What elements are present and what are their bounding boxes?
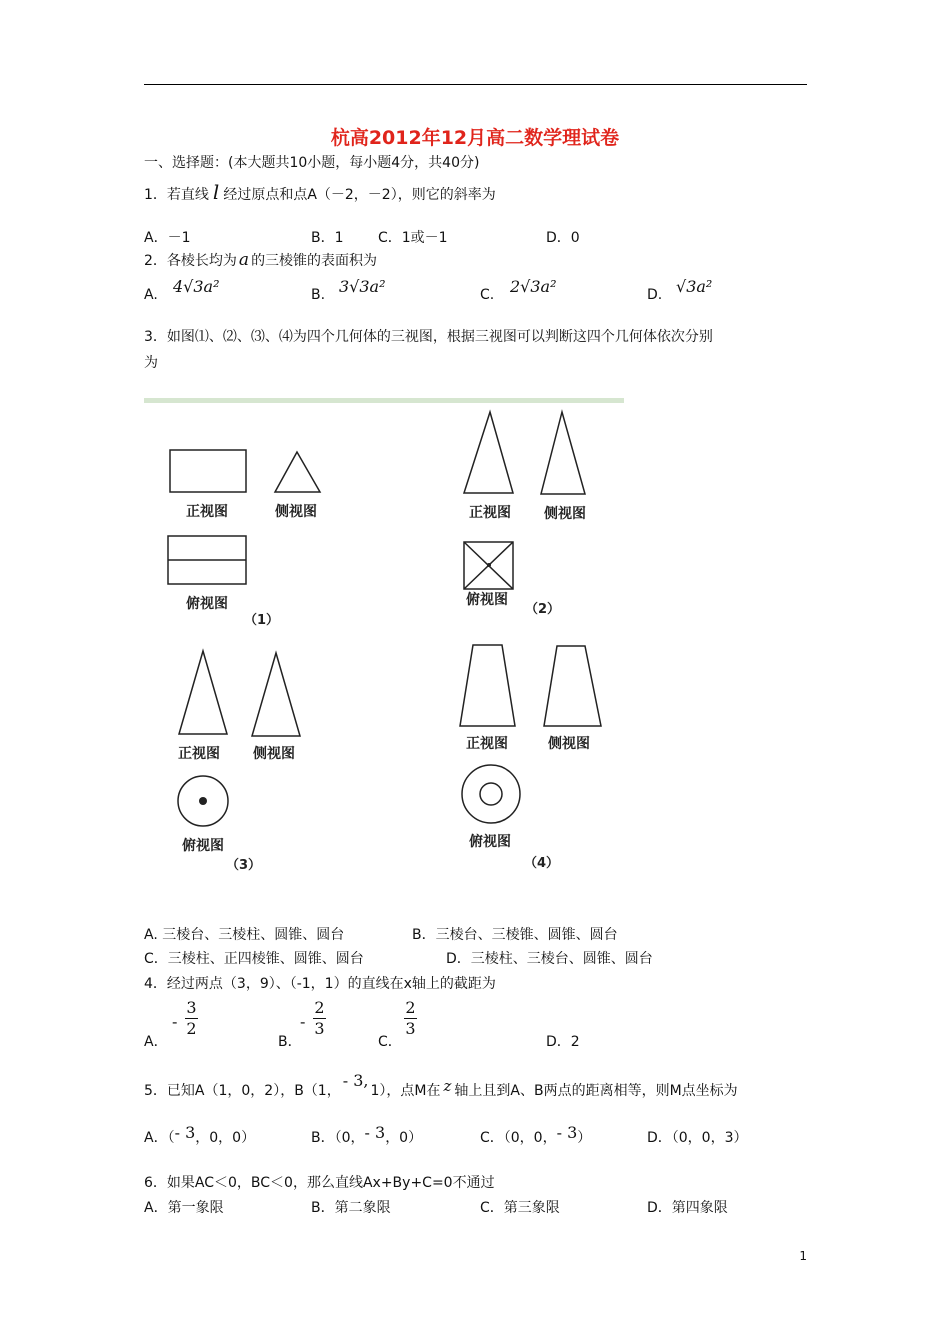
fig4-label: （4） xyxy=(524,856,560,871)
q5-c-val: - 3 xyxy=(556,1123,578,1142)
question-3-line1: 3．如图⑴、⑵、⑶、⑷为四个几何体的三视图，根据三视图可以判断这四个几何体依次分别 xyxy=(144,329,713,345)
q5-option-d: D．（0，0，3） xyxy=(647,1130,748,1146)
page-number: 1 xyxy=(799,1249,807,1263)
fig2-front-triangle xyxy=(464,412,513,493)
fig1-top-label: 俯视图 xyxy=(186,596,228,612)
q6-option-b: B．第二象限 xyxy=(311,1200,391,1216)
fig1-front-rect xyxy=(170,450,246,492)
fig3-front-triangle xyxy=(179,651,227,734)
fig2-side-label: 侧视图 xyxy=(544,506,586,522)
q5-option-a xyxy=(144,1123,256,1147)
q5-option-c xyxy=(480,1123,592,1147)
fig3-label: （3） xyxy=(226,858,262,873)
fig3-top-apex-dot xyxy=(199,797,207,805)
q4-option-a-fraction xyxy=(185,998,198,1039)
q5-mid: - 3, xyxy=(342,1071,369,1090)
q5-option-b xyxy=(311,1123,423,1147)
question-6: 6．如果AC＜0，BC＜0，那么直线Ax+By+C=0不通过 xyxy=(144,1175,495,1191)
question-2 xyxy=(144,250,377,270)
q4-option-b-label: B． xyxy=(278,1034,302,1050)
q5-b-post: ，0） xyxy=(385,1130,423,1146)
fig3-side-label: 侧视图 xyxy=(253,746,295,762)
q4-option-b-fraction xyxy=(313,998,326,1039)
q3-option-b: B．三棱台、三棱锥、圆锥、圆台 xyxy=(412,927,618,943)
q6-option-a: A．第一象限 xyxy=(144,1200,224,1216)
q4-a-numerator: 3 xyxy=(186,998,197,1017)
q4-c-numerator: 2 xyxy=(405,998,416,1017)
three-view-figure xyxy=(144,400,624,880)
question-3-line2: 为 xyxy=(144,355,158,371)
q5-a-val: - 3 xyxy=(174,1123,196,1142)
fig4-front-trapezoid xyxy=(460,645,515,726)
q2-option-a: 4√3a² xyxy=(173,277,220,296)
q4-option-c-fraction xyxy=(404,998,417,1039)
q5-c-pre: C．（0，0， xyxy=(480,1130,557,1146)
q2-option-d: √3a² xyxy=(676,277,713,296)
q4-b-denominator: 3 xyxy=(314,1019,325,1038)
q6-option-d: D．第四象限 xyxy=(647,1200,728,1216)
q2-option-b: 3√3a² xyxy=(339,277,386,296)
q5-post2: 轴上且到A、B两点的距离相等，则M点坐标为 xyxy=(454,1083,738,1099)
q5-a-post: ，0，0） xyxy=(195,1130,256,1146)
fig1-front-label: 正视图 xyxy=(186,504,228,520)
fig3-top-label: 俯视图 xyxy=(182,838,224,854)
fig4-front-label: 正视图 xyxy=(466,736,508,752)
q4-b-numerator: 2 xyxy=(314,998,325,1017)
q3-option-c: C．三棱柱、正四棱锥、圆锥、圆台 xyxy=(144,951,364,967)
q3-option-a: A. 三棱台、三棱柱、圆锥、圆台 xyxy=(144,927,345,943)
fig3-front-label: 正视图 xyxy=(178,746,220,762)
fig2-front-label: 正视图 xyxy=(469,505,511,521)
q6-option-c: C．第三象限 xyxy=(480,1200,560,1216)
q2-option-d-label: D. xyxy=(647,287,663,303)
q2-var: a xyxy=(238,250,250,270)
fig4-top-outer-circle xyxy=(462,765,520,823)
q4-option-a-label: A． xyxy=(144,1034,168,1050)
q4-option-d: D．2 xyxy=(546,1034,580,1050)
question-5 xyxy=(144,1071,738,1100)
q5-b-val: - 3 xyxy=(364,1123,386,1142)
q5-a-pre: A．（ xyxy=(144,1130,175,1146)
fig2-top-label: 俯视图 xyxy=(466,592,508,608)
question-4: 4．经过两点（3，9）、（-1，1）的直线在x轴上的截距为 xyxy=(144,976,496,992)
page-title: 杭高2012年12月高二数学理试卷 xyxy=(330,127,620,149)
fig4-top-inner-circle xyxy=(480,783,502,805)
q1-option-c: C．1或－1 xyxy=(378,230,448,246)
q5-var: z xyxy=(443,1077,452,1095)
q1-var: l xyxy=(212,180,220,204)
fig2-side-triangle xyxy=(541,412,585,494)
q5-pre: 5．已知A（1，0，2），B（1， xyxy=(144,1083,341,1099)
q1-post: 经过原点和点A（－2，－2），则它的斜率为 xyxy=(223,187,496,203)
fig2-label: （2） xyxy=(525,602,561,617)
q5-post1: 1），点M在 xyxy=(370,1083,441,1099)
q1-pre: 1．若直线 xyxy=(144,187,209,203)
fig1-side-label: 侧视图 xyxy=(275,504,317,520)
fig1-label: （1） xyxy=(244,613,280,628)
q4-c-denominator: 3 xyxy=(405,1019,416,1038)
q3-option-d: D．三棱柱、三棱台、圆锥、圆台 xyxy=(446,951,653,967)
q4-a-denominator: 2 xyxy=(186,1019,197,1038)
q4-option-a-sign: - xyxy=(172,1012,178,1031)
fig3-side-triangle xyxy=(252,653,300,736)
fig2-top-apex-dot xyxy=(487,563,491,567)
q2-option-a-label: A. xyxy=(144,287,158,303)
fig1-side-triangle xyxy=(275,452,320,492)
q2-post: 的三棱锥的表面积为 xyxy=(251,253,378,269)
fig4-side-trapezoid xyxy=(544,646,601,726)
fig4-top-label: 俯视图 xyxy=(469,834,511,850)
q2-option-c-label: C. xyxy=(480,287,495,303)
header-rule xyxy=(144,84,807,85)
q5-c-post: ） xyxy=(577,1130,592,1146)
q2-option-c: 2√3a² xyxy=(510,277,557,296)
section-heading: 一、选择题：(本大题共10小题，每小题4分，共40分) xyxy=(144,155,480,171)
q1-option-a: A．－1 xyxy=(144,230,191,246)
q1-option-b: B．1 xyxy=(311,230,344,246)
q2-pre: 2．各棱长均为 xyxy=(144,253,237,269)
question-1 xyxy=(144,180,496,204)
q1-option-d: D．0 xyxy=(546,230,580,246)
q4-option-c-label: C． xyxy=(378,1034,402,1050)
q5-b-pre: B．（0， xyxy=(311,1130,365,1146)
q4-option-b-sign: - xyxy=(300,1012,306,1031)
fig4-side-label: 侧视图 xyxy=(548,736,590,752)
q2-option-b-label: B. xyxy=(311,287,326,303)
